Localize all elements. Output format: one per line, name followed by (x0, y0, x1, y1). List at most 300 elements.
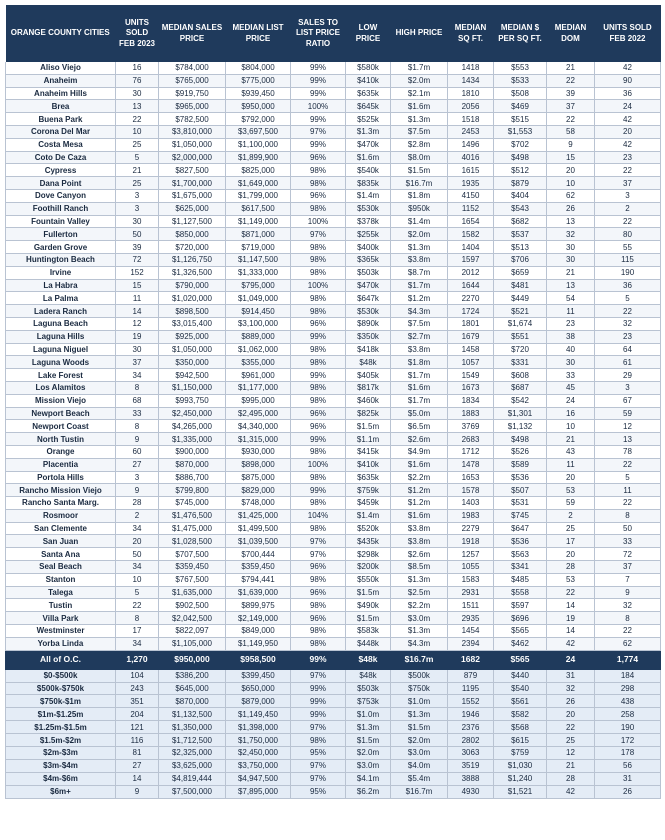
table-cell: $1.0m (346, 708, 391, 721)
table-cell: $759 (494, 747, 547, 760)
row-label: North Tustin (6, 433, 116, 446)
table-cell: $4.3m (391, 305, 448, 318)
table-cell: 1654 (448, 215, 494, 228)
table-cell: $1,149,950 (226, 637, 291, 650)
header-row (6, 5, 661, 62)
table-cell: $3.0m (346, 759, 391, 772)
table-cell: 3 (116, 202, 159, 215)
table-cell: $490k (346, 599, 391, 612)
table-cell: $615 (494, 734, 547, 747)
table-cell: $875,000 (226, 471, 291, 484)
table-cell: 31 (595, 772, 661, 785)
table-cell: $1,335,000 (159, 433, 226, 446)
table-cell: $925,000 (159, 330, 226, 343)
table-cell: $794,441 (226, 573, 291, 586)
table-cell: $1,635,000 (159, 586, 226, 599)
table-cell: 56 (595, 759, 661, 772)
table-cell: $350k (346, 330, 391, 343)
table-cell: 21 (547, 759, 595, 772)
table-cell: 8 (116, 420, 159, 433)
table-cell: 96% (291, 586, 346, 599)
table-cell: 98% (291, 356, 346, 369)
table-cell: $775,000 (226, 74, 291, 87)
row-label: La Palma (6, 292, 116, 305)
table-cell: 100% (291, 215, 346, 228)
city-row (6, 637, 661, 650)
table-cell: 96% (291, 612, 346, 625)
table-cell: $1,326,500 (159, 266, 226, 279)
city-row (6, 573, 661, 586)
table-cell: $1.5m (391, 164, 448, 177)
table-cell: $1,649,000 (226, 177, 291, 190)
table-cell: 96% (291, 151, 346, 164)
total-cell: 24 (547, 650, 595, 669)
table-cell: 13 (547, 215, 595, 228)
total-rows (6, 650, 661, 669)
table-cell: $2,495,000 (226, 407, 291, 420)
table-cell: 53 (547, 573, 595, 586)
table-cell: $399,450 (226, 669, 291, 682)
table-cell: 99% (291, 62, 346, 74)
table-cell: $536 (494, 471, 547, 484)
table-cell: $200k (346, 561, 391, 574)
table-cell: 97% (291, 721, 346, 734)
table-cell: $583k (346, 625, 391, 638)
table-cell: 95% (291, 747, 346, 760)
table-cell: $1.3m (391, 113, 448, 126)
table-cell: 97% (291, 669, 346, 682)
city-row (6, 279, 661, 292)
city-row (6, 471, 661, 484)
city-row (6, 356, 661, 369)
table-cell: 1057 (448, 356, 494, 369)
column-header: MEDIAN DOM (547, 5, 595, 62)
table-cell: $4.9m (391, 445, 448, 458)
table-cell: 12 (547, 747, 595, 760)
table-cell: $6.2m (346, 785, 391, 798)
table-cell: $930,000 (226, 445, 291, 458)
table-cell: $440 (494, 669, 547, 682)
table-cell: 97% (291, 535, 346, 548)
row-label: San Clemente (6, 522, 116, 535)
table-cell: 4930 (448, 785, 494, 798)
table-cell: $540k (346, 164, 391, 177)
table-cell: 60 (116, 445, 159, 458)
table-cell: $799,800 (159, 484, 226, 497)
table-cell: $530k (346, 305, 391, 318)
table-cell: $784,000 (159, 62, 226, 74)
table-cell: $1.3m (391, 625, 448, 638)
table-cell: $1,150,000 (159, 381, 226, 394)
table-cell: 53 (547, 484, 595, 497)
table-cell: 104% (291, 509, 346, 522)
table-cell: 100% (291, 100, 346, 113)
table-cell: 90 (595, 74, 661, 87)
row-label: Brea (6, 100, 116, 113)
table-cell: 1679 (448, 330, 494, 343)
row-label: $4m-$6m (6, 772, 116, 785)
table-cell: 25 (547, 522, 595, 535)
table-cell: 96% (291, 407, 346, 420)
table-cell: $2,149,000 (226, 612, 291, 625)
table-cell: $415k (346, 445, 391, 458)
table-cell: 22 (595, 625, 661, 638)
table-cell: 45 (547, 381, 595, 394)
table-cell: 438 (595, 695, 661, 708)
table-cell: $1.5m (346, 612, 391, 625)
table-cell: 96% (291, 420, 346, 433)
table-cell: 22 (547, 74, 595, 87)
table-cell: 42 (595, 113, 661, 126)
table-cell: $597 (494, 599, 547, 612)
table-cell: 1615 (448, 164, 494, 177)
table-cell: 243 (116, 682, 159, 695)
table-cell: 28 (116, 497, 159, 510)
table-cell: $543 (494, 202, 547, 215)
table-cell: 152 (116, 266, 159, 279)
table-cell: 10 (547, 177, 595, 190)
table-cell: $795,000 (226, 279, 291, 292)
table-cell: 98% (291, 177, 346, 190)
column-header: LOW PRICE (346, 5, 391, 62)
total-cell: $950,000 (159, 650, 226, 669)
table-cell: 1454 (448, 625, 494, 638)
table-cell: $1.2m (391, 484, 448, 497)
table-cell: $508 (494, 87, 547, 100)
total-cell: $16.7m (391, 650, 448, 669)
table-cell: 20 (547, 548, 595, 561)
table-cell: 1518 (448, 113, 494, 126)
total-cell: $48k (346, 650, 391, 669)
column-header: SALES TO LIST PRICE RATIO (291, 5, 346, 62)
table-cell: $767,500 (159, 573, 226, 586)
table-cell: 7 (595, 573, 661, 586)
table-cell: 190 (595, 721, 661, 734)
table-cell: 22 (547, 113, 595, 126)
table-cell: 29 (595, 369, 661, 382)
table-cell: $870,000 (159, 695, 226, 708)
table-cell: 76 (116, 74, 159, 87)
table-cell: 99% (291, 369, 346, 382)
table-cell: 99% (291, 433, 346, 446)
table-cell: $659 (494, 266, 547, 279)
city-row (6, 317, 661, 330)
table-cell: 37 (116, 356, 159, 369)
table-cell: $8.0m (391, 151, 448, 164)
table-cell: 20 (547, 708, 595, 721)
row-label: Talega (6, 586, 116, 599)
table-cell: $540 (494, 682, 547, 695)
table-cell: $2.8m (391, 138, 448, 151)
table-cell: 3 (116, 471, 159, 484)
row-label: Stanton (6, 573, 116, 586)
table-cell: 2931 (448, 586, 494, 599)
table-cell: 1549 (448, 369, 494, 382)
table-cell: 39 (116, 241, 159, 254)
row-label: Villa Park (6, 612, 116, 625)
table-cell: $792,000 (226, 113, 291, 126)
table-cell: 80 (595, 228, 661, 241)
table-cell: $645k (346, 100, 391, 113)
table-cell: 98% (291, 394, 346, 407)
table-cell: $1.0m (391, 695, 448, 708)
table-cell: 34 (116, 522, 159, 535)
table-cell: $1,126,750 (159, 253, 226, 266)
table-cell: $542 (494, 394, 547, 407)
table-cell: 1434 (448, 74, 494, 87)
table-cell: 3 (595, 381, 661, 394)
table-cell: $1.6m (391, 100, 448, 113)
table-cell: 204 (116, 708, 159, 721)
table-cell: $561 (494, 695, 547, 708)
table-cell: $900,000 (159, 445, 226, 458)
table-cell: $459k (346, 497, 391, 510)
table-cell: $365k (346, 253, 391, 266)
table-cell: $2.5m (391, 586, 448, 599)
table-cell: 8 (116, 612, 159, 625)
row-label: Irvine (6, 266, 116, 279)
table-cell: 32 (547, 228, 595, 241)
table-cell: 1653 (448, 471, 494, 484)
table-cell: $582 (494, 708, 547, 721)
table-cell: $5.0m (391, 407, 448, 420)
table-cell: 11 (547, 458, 595, 471)
table-cell: $1.4m (346, 189, 391, 202)
table-header (6, 5, 661, 62)
table-cell: $3.8m (391, 253, 448, 266)
table-cell: 2935 (448, 612, 494, 625)
table-cell: 11 (547, 305, 595, 318)
column-header: UNITS SOLD FEB 2022 (595, 5, 661, 62)
table-cell: $1.3m (346, 721, 391, 734)
table-cell: $418k (346, 343, 391, 356)
table-cell: 4150 (448, 189, 494, 202)
table-cell: $1,049,000 (226, 292, 291, 305)
table-cell: $565 (494, 625, 547, 638)
table-cell: $359,450 (226, 561, 291, 574)
city-row (6, 343, 661, 356)
table-cell: $1,132,500 (159, 708, 226, 721)
table-cell: $898,500 (159, 305, 226, 318)
city-row (6, 266, 661, 279)
row-label: La Habra (6, 279, 116, 292)
row-label: Mission Viejo (6, 394, 116, 407)
table-cell: $3.0m (391, 747, 448, 760)
table-cell: 78 (595, 445, 661, 458)
table-cell: 2270 (448, 292, 494, 305)
table-cell: $331 (494, 356, 547, 369)
table-cell: $551 (494, 330, 547, 343)
table-cell: 37 (595, 177, 661, 190)
table-cell: $2.1m (391, 87, 448, 100)
table-cell: 12 (116, 317, 159, 330)
table-cell: $4,265,000 (159, 420, 226, 433)
table-cell: $2.7m (391, 330, 448, 343)
table-cell: 20 (595, 125, 661, 138)
table-cell: 50 (116, 228, 159, 241)
table-cell: $1.5m (391, 721, 448, 734)
table-cell: 27 (116, 458, 159, 471)
table-cell: $481 (494, 279, 547, 292)
table-cell: 99% (291, 682, 346, 695)
table-cell: 17 (547, 535, 595, 548)
table-cell: 20 (547, 471, 595, 484)
table-cell: $765,000 (159, 74, 226, 87)
table-cell: 72 (116, 253, 159, 266)
table-cell: 25 (116, 177, 159, 190)
table-cell: $341 (494, 561, 547, 574)
table-cell: 21 (116, 164, 159, 177)
price-range-row (6, 759, 661, 772)
table-cell: 178 (595, 747, 661, 760)
total-cell: 1682 (448, 650, 494, 669)
market-stats-table-container (5, 5, 660, 799)
table-cell: 4016 (448, 151, 494, 164)
table-cell: $1,028,500 (159, 535, 226, 548)
table-cell: 11 (116, 292, 159, 305)
table-cell: 99% (291, 330, 346, 343)
table-cell: $817k (346, 381, 391, 394)
column-header: ORANGE COUNTY CITIES (6, 5, 116, 62)
table-cell: 100% (291, 279, 346, 292)
table-cell: $449 (494, 292, 547, 305)
table-cell: 2 (547, 509, 595, 522)
table-cell: 59 (595, 407, 661, 420)
table-cell: $1,177,000 (226, 381, 291, 394)
table-cell: $825,000 (226, 164, 291, 177)
city-row (6, 612, 661, 625)
table-cell: 9 (116, 484, 159, 497)
table-cell: 98% (291, 522, 346, 535)
table-cell: $1,521 (494, 785, 547, 798)
table-cell: $1,674 (494, 317, 547, 330)
table-cell: $410k (346, 74, 391, 87)
table-cell: $1.3m (391, 241, 448, 254)
table-cell: $1.6m (391, 458, 448, 471)
table-cell: $748,000 (226, 497, 291, 510)
city-row (6, 535, 661, 548)
table-cell: 98% (291, 637, 346, 650)
table-cell: $580k (346, 62, 391, 74)
table-cell: $1,333,000 (226, 266, 291, 279)
city-row (6, 292, 661, 305)
city-row (6, 548, 661, 561)
table-cell: 99% (291, 695, 346, 708)
table-cell: 1801 (448, 317, 494, 330)
table-cell: 16 (116, 62, 159, 74)
row-label: Anaheim (6, 74, 116, 87)
table-cell: 1257 (448, 548, 494, 561)
table-cell: $462 (494, 637, 547, 650)
table-cell: $782,500 (159, 113, 226, 126)
table-cell: 2394 (448, 637, 494, 650)
table-cell: $503k (346, 266, 391, 279)
table-cell: $2,450,000 (159, 407, 226, 420)
table-cell: $2,042,500 (159, 612, 226, 625)
table-cell: $1,499,500 (226, 522, 291, 535)
table-cell: 1983 (448, 509, 494, 522)
table-cell: $589 (494, 458, 547, 471)
table-cell: $512 (494, 164, 547, 177)
table-cell: $386,200 (159, 669, 226, 682)
table-cell: 879 (448, 669, 494, 682)
table-cell: $1,050,000 (159, 343, 226, 356)
table-cell: 8 (116, 381, 159, 394)
table-cell: $898,000 (226, 458, 291, 471)
table-cell: 98% (291, 164, 346, 177)
table-cell: $635k (346, 87, 391, 100)
row-label: $1m-$1.25m (6, 708, 116, 721)
table-cell: $550k (346, 573, 391, 586)
city-row (6, 369, 661, 382)
table-cell: $3,625,000 (159, 759, 226, 772)
table-cell: $942,500 (159, 369, 226, 382)
row-label: $2m-$3m (6, 747, 116, 760)
table-cell: $1,476,500 (159, 509, 226, 522)
table-cell: $889,000 (226, 330, 291, 343)
table-cell: $4.1m (346, 772, 391, 785)
table-cell: $405k (346, 369, 391, 382)
table-cell: $645,000 (159, 682, 226, 695)
table-cell: 98% (291, 253, 346, 266)
table-cell: $1.7m (391, 394, 448, 407)
table-cell: 68 (116, 394, 159, 407)
row-label: Dana Point (6, 177, 116, 190)
table-cell: 20 (116, 535, 159, 548)
table-cell: 5 (595, 471, 661, 484)
row-label: Rancho Mission Viejo (6, 484, 116, 497)
table-cell: $3.8m (391, 535, 448, 548)
table-cell: $526 (494, 445, 547, 458)
table-cell: 98% (291, 445, 346, 458)
table-cell: $890k (346, 317, 391, 330)
table-cell: $829,000 (226, 484, 291, 497)
market-stats-table (5, 5, 661, 799)
table-cell: 43 (547, 445, 595, 458)
table-cell: 121 (116, 721, 159, 734)
table-cell: $1,700,000 (159, 177, 226, 190)
row-label: Santa Ana (6, 548, 116, 561)
table-cell: 9 (547, 138, 595, 151)
table-cell: $2.0m (391, 734, 448, 747)
city-row (6, 151, 661, 164)
table-cell: $2,325,000 (159, 747, 226, 760)
table-cell: 13 (547, 279, 595, 292)
table-cell: $2.0m (391, 228, 448, 241)
table-cell: $825k (346, 407, 391, 420)
table-cell: $3.8m (391, 522, 448, 535)
table-cell: $350,000 (159, 356, 226, 369)
city-row (6, 497, 661, 510)
table-cell: $1.7m (391, 62, 448, 74)
table-cell: $48k (346, 669, 391, 682)
table-cell: 32 (595, 317, 661, 330)
table-cell: 19 (116, 330, 159, 343)
table-cell: $1.3m (391, 708, 448, 721)
table-cell: $608 (494, 369, 547, 382)
row-label: Portola Hills (6, 471, 116, 484)
table-cell: 172 (595, 734, 661, 747)
table-cell: $2.2m (391, 471, 448, 484)
table-cell: 28 (547, 772, 595, 785)
table-cell: 100% (291, 458, 346, 471)
table-cell: 3769 (448, 420, 494, 433)
table-cell: 1597 (448, 253, 494, 266)
row-label: $0-$500k (6, 669, 116, 682)
table-cell: $435k (346, 535, 391, 548)
table-cell: 20 (547, 164, 595, 177)
table-cell: $1,100,000 (226, 138, 291, 151)
